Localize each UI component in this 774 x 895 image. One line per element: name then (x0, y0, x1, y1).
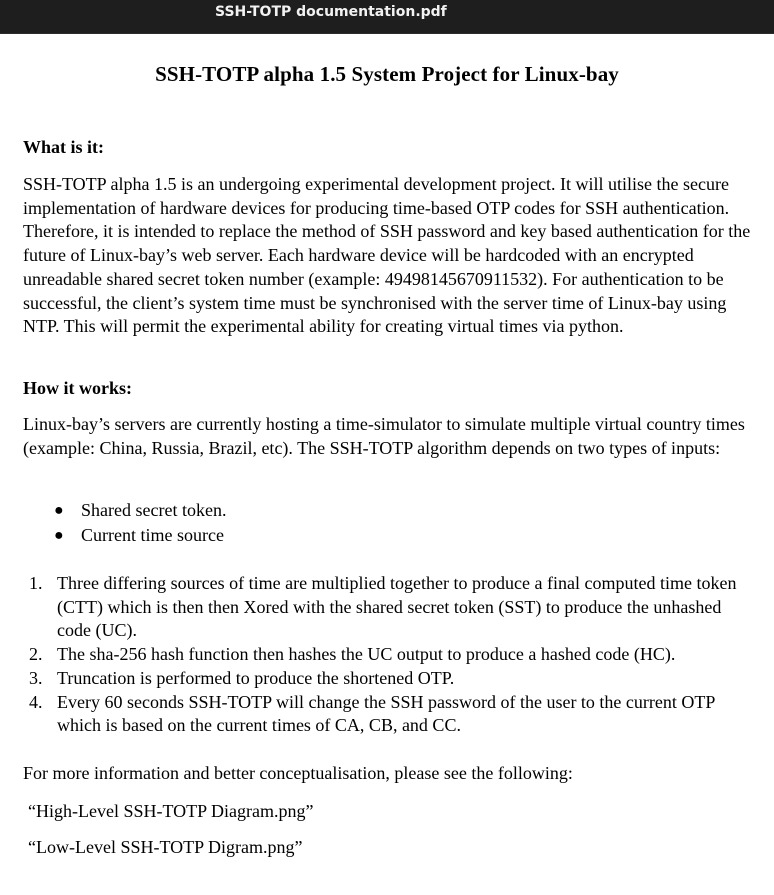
list-item (0, 691, 747, 738)
algorithm-steps-list (0, 572, 747, 738)
section-body-how: Linux-bay’s servers are currently hosting a time-simulator to simulate multiple virtual country times (example: China, Russia, Brazil, etc). The SSH-TOTP algorithm depends on two types of inputs: (23, 414, 745, 458)
step-text: Three differing sources of time are multiplied together to produce a final computed time token (CTT) which is then then Xored with the shared secret token (SST) to produce the unhashed code (UC). (57, 573, 737, 641)
bullet-text: Current time source (81, 525, 224, 545)
section-body-what: SSH-TOTP alpha 1.5 is an undergoing experimental development project. It will utilise the secure implementation of hardware devices for producing time-based OTP codes for SSH authentication. Therefore, it is intended to replace the method of SSH password and key based authentication for the future of Linux-bay’s web server. Each hardware device will be hardcoded with an encrypted unreadable shared secret token number (example: 49498145670911532). For authentication to be successful, the client’s system time must be synchronised with the server time of Linux-bay using NTP. This will permit the experimental ability for creating virtual times via python. (23, 174, 751, 337)
list-item (0, 572, 747, 643)
reference-high-level-diagram: “High-Level SSH-TOTP Diagram.png” (28, 801, 314, 821)
inputs-bullet-list (0, 498, 226, 548)
list-item (0, 523, 226, 548)
step-text: Every 60 seconds SSH-TOTP will change the SSH password of the user to the current OTP which is based on the current times of CA, CB, and CC. (57, 691, 715, 736)
step-number: 3. (29, 667, 43, 688)
bullet-icon: ● (54, 527, 64, 544)
section-heading-how: How it works: (23, 378, 132, 398)
section-heading-what: What is it: (23, 137, 104, 157)
step-number: 1. (29, 573, 43, 593)
step-number: 4. (29, 691, 43, 712)
pdf-page (0, 34, 774, 895)
more-info-text: For more information and better conceptualisation, please see the following: (23, 763, 573, 783)
document-title: SSH-TOTP alpha 1.5 System Project for Linux-bay (155, 62, 619, 86)
list-item (0, 643, 747, 667)
list-item (0, 498, 226, 523)
step-text: Truncation is performed to produce the shortened OTP. (57, 667, 455, 688)
reference-low-level-diagram: “Low-Level SSH-TOTP Digram.png” (28, 837, 303, 857)
step-text: The sha-256 hash function then hashes the UC output to produce a hashed code (HC). (57, 644, 676, 665)
bullet-icon: ● (54, 502, 64, 519)
document-filename: SSH-TOTP documentation.pdf (215, 4, 447, 20)
step-number: 2. (29, 644, 43, 665)
document-title-bar (0, 0, 774, 34)
list-item (0, 667, 747, 691)
bullet-text: Shared secret token. (81, 500, 227, 520)
